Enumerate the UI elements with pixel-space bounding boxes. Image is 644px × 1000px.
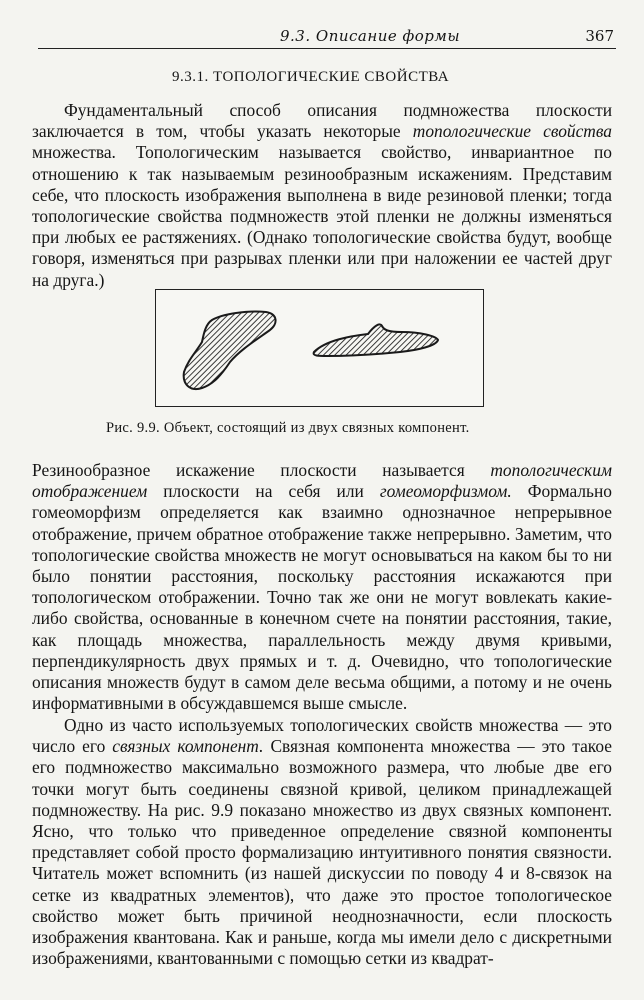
running-head: 9.3. Описание формы bbox=[280, 27, 461, 45]
connected-components-illustration bbox=[156, 290, 483, 406]
text-run: множества. Топологическим называется свойство, инвариантное по отношению к так называемым резинообразным искажениям. Представим себе, что плоскость изображения выполнена в виде резиновой пленки; тогда топологические свойства подмножеств этой пленки не должны изменяться при любых ее растяжениях. (Однако топологические свойства будут, вообще говоря, изменяться при разрывах пленки или при наложении ее частей друг на друга.) bbox=[32, 142, 612, 290]
text-run: Фундаментальный способ описания подмножества плоскости заключается в том, чтобы указать некоторые bbox=[32, 100, 612, 142]
figure-9-9 bbox=[155, 289, 484, 407]
text-run: Резинообразное искажение плоскости называется bbox=[32, 460, 491, 480]
text-run: Связная компонента множества — это такое его подмножество максимально возможного размера, что любые две его точки могут быть соединены связной кривой, целиком принадлежащей подмножеству. На рис. 9.9 показано множество из двух связных компонент. Ясно, что только что приведенное определение связной компоненты представляет собой просто формализацию интуитивного понятия связности. Читатель может вспомнить (из нашей дискуссии по поводу 4 и 8-связок на сетке из квадратных элементов), что даже это простое топологическое свойство может быть причиной неоднозначности, если плоскость изображения квантована. Как и раньше, когда мы имели дело с дискретными изображениями, квантованными с помощью сетки из квадрат- bbox=[32, 736, 612, 969]
italic-term: гомеоморфизмом. bbox=[379, 481, 512, 502]
section-heading: 9.3.1. ТОПОЛОГИЧЕСКИЕ СВОЙСТВА bbox=[172, 69, 450, 85]
component-2-blob bbox=[314, 324, 438, 356]
paragraph-2 bbox=[32, 460, 612, 714]
text-run: Формально гомеоморфизм определяется как взаимно однозначное непрерывное отображение, причем обратное отображение также непрерывно. Заметим, что топологические свойства множеств не могут основываться на каком бы то ни было понятии расстояния, поскольку расстояния искажаются при топологическом отображении. Точно так же они не могут вовлекать какие-либо свойства, основанные в конечном счете на понятии расстояния, такие, как площадь множества, параллельность между двумя кривыми, перпендикулярность двух прямых и т. д. Очевидно, что топологические описания множеств будут в самом деле весьма общими, а потому и не очень информативными в обсуждавшемся выше смысле. bbox=[32, 481, 612, 714]
component-1-blob bbox=[184, 311, 276, 389]
italic-term: топологическим отображением bbox=[32, 460, 612, 502]
italic-term: связных компонент. bbox=[112, 736, 264, 757]
page-number: 367 bbox=[585, 27, 614, 45]
text-run: Одно из часто используемых топологических свойств множества — это число его bbox=[32, 715, 612, 757]
text-run: плоскости на себя или bbox=[147, 481, 380, 502]
figure-caption: Рис. 9.9. Объект, состоящий из двух связных компонент. bbox=[106, 420, 470, 436]
paragraph-3 bbox=[32, 715, 612, 969]
paragraph-1 bbox=[32, 100, 612, 291]
page-header bbox=[38, 24, 616, 49]
italic-term: топологические свойства bbox=[412, 121, 612, 142]
